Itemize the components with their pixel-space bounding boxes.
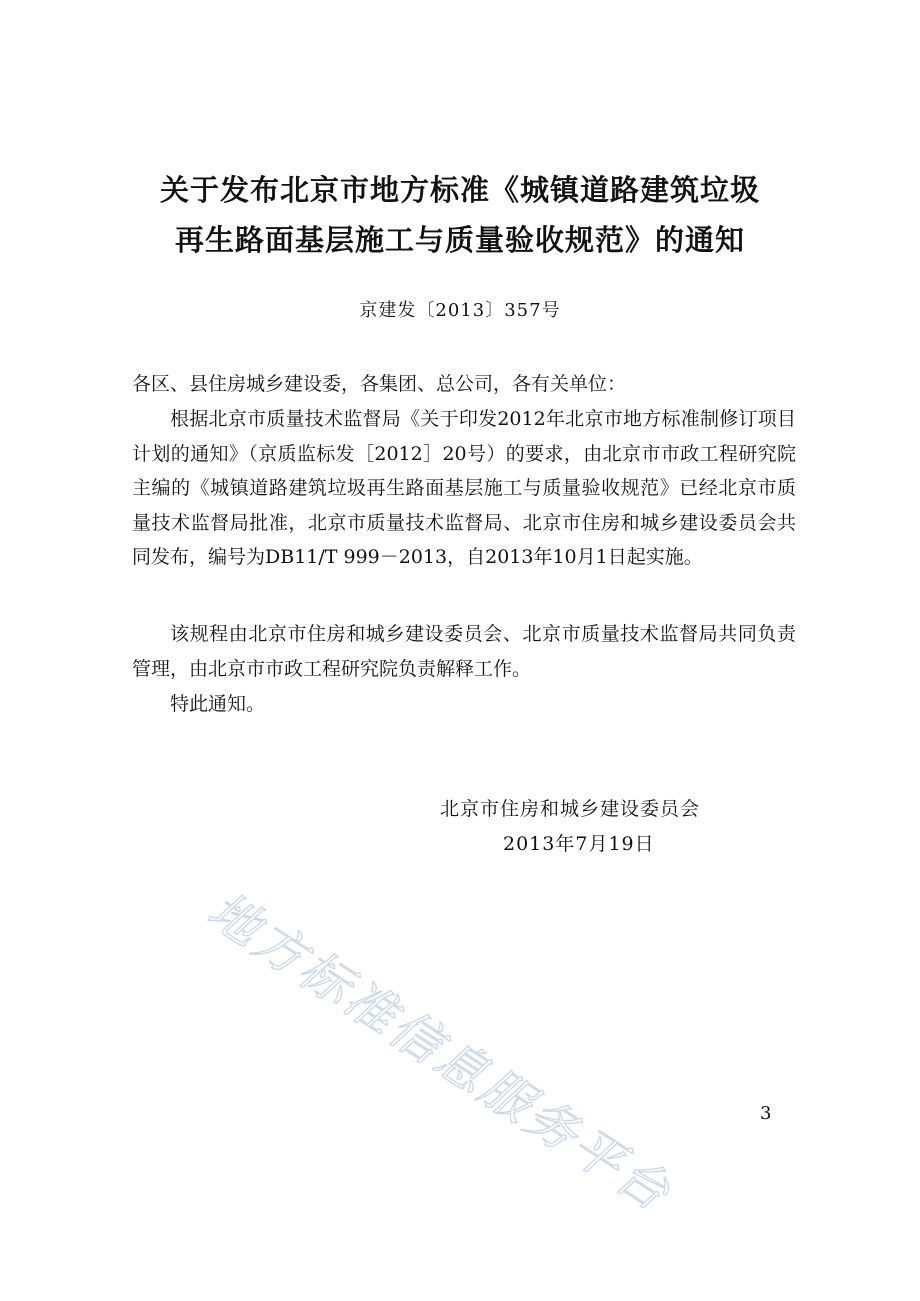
page-number: 3 [760,1103,772,1124]
salutation: 各区、县住房城乡建设委，各集团、总公司，各有关单位： [132,373,627,395]
signature-date: 2013年7月19日 [503,833,655,855]
document-title-line-2: 再生路面基层施工与质量验收规范》的通知 [174,223,745,257]
signer: 北京市住房和城乡建设委员会 [440,798,701,820]
body-paragraph-3: 特此通知。 [170,693,266,715]
document-number: 京建发〔2013〕357号 [359,300,561,321]
watermark: 地方标准信息服务平台 [197,880,683,1224]
body-paragraph-1: 根据北京市质量技术监督局《关于印发2012年北京市地方标准制修订项目计划的通知》（京质监标发［2012］20号）的要求，由北京市市政工程研究院主编的《城镇道路建筑垃圾再生路面基层施工与质量验收规范》已经北京市质量技术监督局批准，北京市质量技术监督局、北京市住房和城乡建设委员会共同发布，编号为DB11/T 999－2013，自2013年10月1日起实施。 [132,408,796,569]
body-paragraph-2: 该规程由北京市住房和城乡建设委员会、北京市质量技术监督局共同负责管理，由北京市市政工程研究院负责解释工作。 [132,623,796,680]
document-title-line-1: 关于发布北京市地方标准《城镇道路建筑垃圾 [159,173,760,207]
